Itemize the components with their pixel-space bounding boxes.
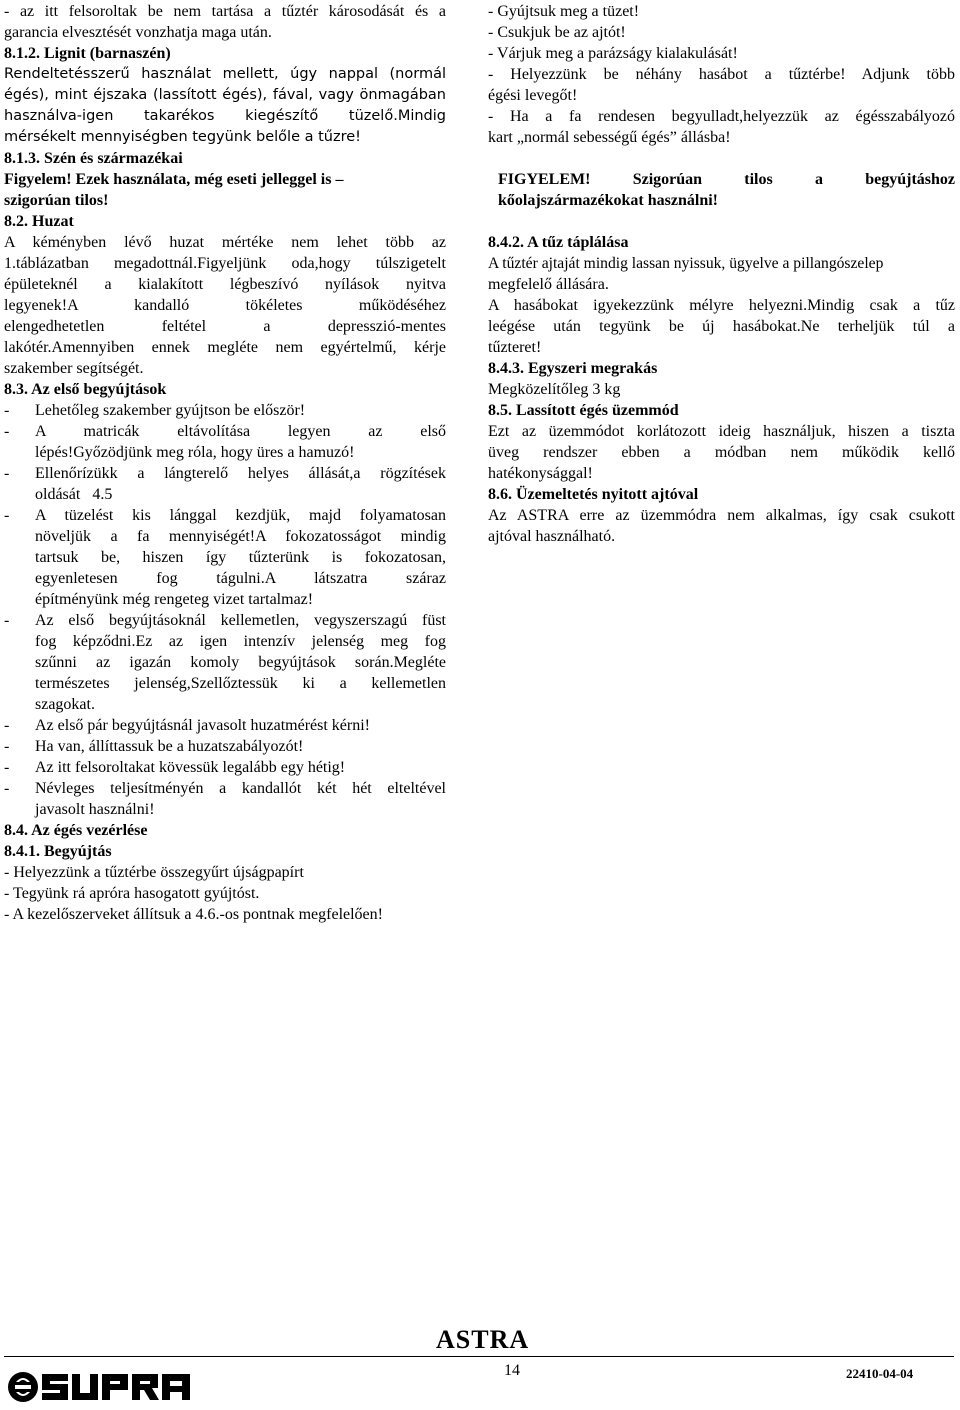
logo-wordmark [42,1374,190,1400]
paragraph-line: lakótér.Amennyiben ennek megléte nem egyértelmű, kérje [4,339,446,356]
left-column [4,0,446,925]
list-item-continuation: fog képződni.Ez az igen intenzív jelenség meg fog [35,633,446,650]
paragraph-line: legyenek!A kandalló tökéletes működéséhez [4,297,446,314]
list-item-continuation: javasolt használni! [35,801,155,818]
paragraph-line: tűzteret! [488,339,542,356]
bullet-dash: - [4,717,10,734]
bullet-dash: - [4,507,10,524]
warning-line: szigorúan tilos! [4,192,109,209]
section-heading: 8.6. Üzemeltetés nyitott ajtóval [488,486,699,503]
right-column [488,0,955,547]
step-line: - Csukjuk be az ajtót! [488,24,626,41]
list-item: - Az első begyújtásoknál kellemetlen, vegyszerszagú füst [4,612,446,629]
paragraph-line: üveg rendszer ebben a módban nem működik kellő [488,444,955,461]
section-heading: 8.1.3. Szén és származékai [4,150,183,167]
paragraph-line: épületeknél a kialakított légbeszívó nyílások nyitva [4,276,446,293]
list-item-continuation: szűnni az igazán komoly begyújtások során.Megléte [35,654,446,671]
list-item-continuation: tartsuk be, hiszen így tűzterünk is fokozatosan, [35,549,446,566]
paragraph-line: Az ASTRA erre az üzemmódra nem alkalmas, így csak csukott [488,507,955,524]
step-line: kart „normál sebességű égés” állásba! [488,129,731,146]
step-line: - Tegyünk rá apróra hasogatott gyújtóst. [4,885,260,902]
paragraph-line: megfelelő állására. [488,276,609,293]
section-heading: 8.4.2. A tűz táplálása [488,234,629,251]
list-item: - Ellenőrízükk a lángterelő helyes állását,a rögzítések [4,465,446,482]
bullet-dash: - [4,612,10,629]
paragraph-line: 1.táblázatban megadottnál.Figyeljünk oda,hogy túlszigetelt [4,255,446,272]
list-item-continuation: építményünk még rengeteg vizet tartalmaz! [35,591,314,608]
paragraph-line: égés), mint éjszaka (lassított égés), fával, vagy önmagában [4,87,446,103]
document-code: 22410-04-04 [846,1366,914,1381]
list-item-continuation: oldását 4.5 [35,486,113,503]
text-line: - az itt felsoroltak be nem tartása a tűztér károsodását és a [4,3,446,20]
footer-product-name: ASTRA [436,1325,530,1354]
paragraph-line: leégése után tegyünk be új hasábokat.Ne terheljük túl a [488,318,955,335]
paragraph-line: A hasábokat igyekezzünk mélyre helyezni.Mindig csak a tűz [488,297,955,314]
list-item: - Az itt felsoroltakat kövessük legalább egy hétig! [4,759,346,776]
supra-logo [6,1368,192,1406]
step-line: égési levegőt! [488,87,578,104]
paragraph-line: Ezt az üzemmódot korlátozott ideig használjuk, hiszen a tiszta [488,423,955,440]
bullet-dash: - [4,423,10,440]
list-item: - A matricák eltávolítása legyen az első [4,423,446,440]
step-line: - Helyezzünk be néhány hasábot a tűztérbe! Adjunk több [488,66,955,83]
section-heading: 8.3. Az első begyújtások [4,381,167,398]
section-heading: 8.4.3. Egyszeri megrakás [488,360,658,377]
list-item-continuation: egyenletesen fog tágulni.A látszatra száraz [35,570,446,587]
list-item: - Ha van, állíttassuk be a huzatszabályozót! [4,738,304,755]
page-number: 14 [504,1362,520,1379]
step-line: - Várjuk meg a parázságy kialakulását! [488,45,738,62]
paragraph-line: Rendeltetésszerű használat mellett, úgy nappal (normál [4,66,446,82]
list-item-continuation: természetes jelenség,Szellőztessük ki a kellemetlen [35,675,446,692]
bullet-dash: - [4,402,10,419]
section-heading: 8.5. Lassított égés üzemmód [488,402,679,419]
paragraph-line: A tűztér ajtaját mindig lassan nyissuk, ügyelve a pillangószelep [488,255,884,272]
paragraph-line: Megközelítőleg 3 kg [488,381,621,398]
list-item-continuation: lépés!Győzödjünk meg róla, hogy üres a hamuzó! [35,444,355,461]
step-line: - Helyezzünk a tűztérbe összegyűrt újságpapírt [4,864,304,881]
section-heading: 8.1.2. Lignit (barnaszén) [4,45,171,62]
paragraph-line: elengedhetetlen feltétel a depresszió-mentes [4,318,446,335]
paragraph-line: használva-igen takarékos kiegészítő tüzelő.Mindig [4,108,446,124]
step-line: - Ha a fa rendesen begyulladt,helyezzük az égésszabályozó [488,108,955,125]
logo-emblem-icon [8,1372,38,1402]
bullet-dash: - [4,759,10,776]
warning-line: Figyelem! Ezek használata, még eseti jelleggel is – [4,171,344,188]
list-item-continuation: növeljük a fa mennyiségét!A fokozatosságot mindig [35,528,446,545]
list-item-continuation: szagokat. [35,696,95,713]
section-heading: 8.4. Az égés vezérlése [4,822,148,839]
paragraph-line: ajtóval használható. [488,528,616,545]
paragraph-line: A kéményben lévő huzat mértéke nem lehet több az [4,234,446,251]
bullet-dash: - [4,738,10,755]
warning-line: kőolajszármazékokat használni! [498,192,718,209]
section-heading: 8.4.1. Begyújtás [4,843,112,860]
step-line: - Gyújtsuk meg a tüzet! [488,3,640,20]
paragraph-line: szakember segítségét. [4,360,144,377]
section-heading: 8.2. Huzat [4,213,74,230]
list-item: - Lehetőleg szakember gyújtson be először! [4,402,306,419]
step-line: - A kezelőszerveket állítsuk a 4.6.-os pontnak megfelelően! [4,906,383,923]
footer-divider [4,1356,954,1357]
list-item: - A tüzelést kis lánggal kezdjük, majd folyamatosan [4,507,446,524]
bullet-dash: - [4,465,10,482]
paragraph-line: mérsékelt mennyiségben tegyünk belőle a tűzre! [4,129,361,145]
list-item: - Névleges teljesítményén a kandallót két hét elteltével [4,780,446,797]
list-item: - Az első pár begyújtásnál javasolt huzatmérést kérni! [4,717,370,734]
paragraph-line: hatékonysággal! [488,465,593,482]
bullet-dash: - [4,780,10,797]
text-line: garancia elvesztését vonzhatja maga után. [4,24,272,41]
warning-line: FIGYELEM! Szigorúan tilos a begyújtáshoz [498,171,955,188]
